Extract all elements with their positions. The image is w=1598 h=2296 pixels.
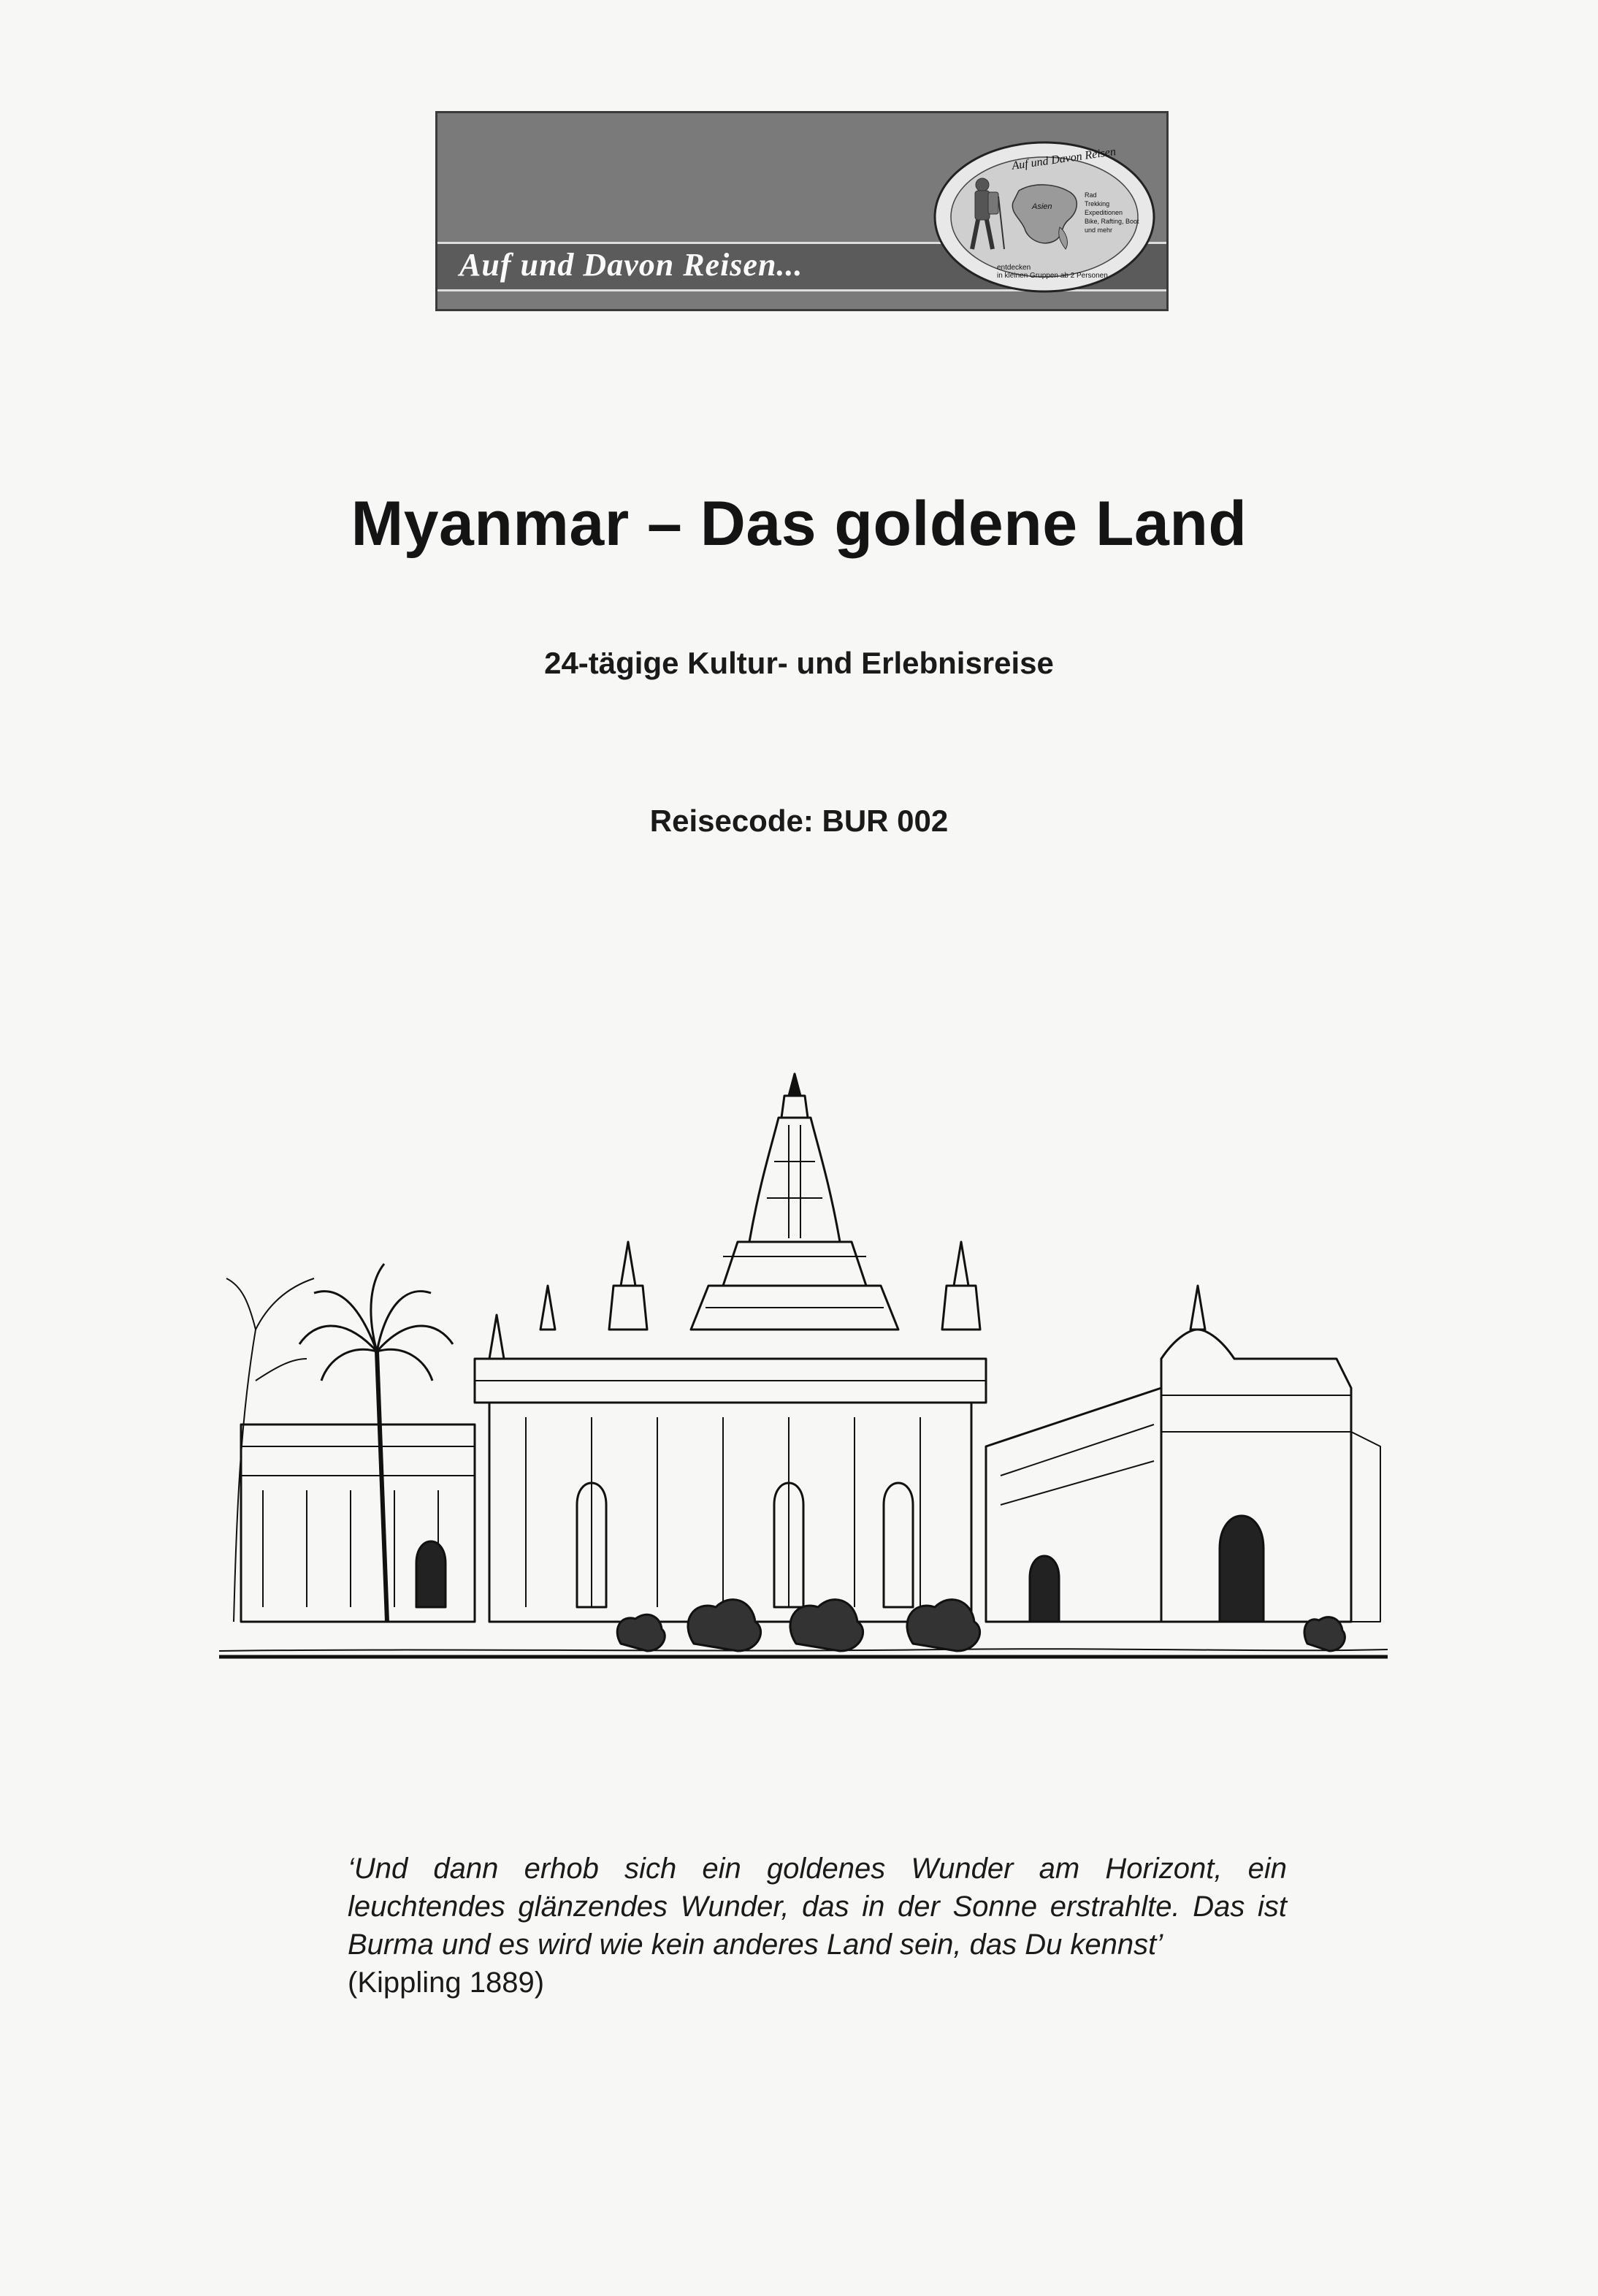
emblem-list-item: Expeditionen xyxy=(1085,209,1123,216)
emblem-list-item: und mehr xyxy=(1085,226,1113,234)
page-subtitle: 24-tägige Kultur- und Erlebnisreise xyxy=(544,646,1054,680)
emblem-list-item: Rad xyxy=(1085,191,1097,199)
quote-text: ‘Und dann erhob sich ein goldenes Wunder am Horizont, ein leuchtendes glänzendes Wunder, das in der Sonne erstrahlte. Das ist Burma und es wird wie kein anderes Land sein, das Du kennst’ xyxy=(348,1853,1287,1961)
company-name: Auf und Davon Reisen... xyxy=(459,247,803,283)
quote-source: (Kippling 1889) xyxy=(348,1967,545,1999)
emblem-bottom-text xyxy=(997,264,1108,280)
emblem-bottom-line: in kleinen Gruppen ab 2 Personen xyxy=(997,272,1108,280)
emblem-ring-text: Auf und Davon Reisen xyxy=(1011,145,1117,172)
company-banner-logo xyxy=(435,111,1169,311)
trip-code: Reisecode: BUR 002 xyxy=(649,804,949,838)
emblem-map-label: Asien xyxy=(1032,202,1052,211)
emblem-list-item: Bike, Rafting, Boot xyxy=(1085,218,1139,225)
temple-illustration xyxy=(212,1067,1395,1673)
emblem-bottom-line: entdecken xyxy=(997,264,1031,272)
emblem-list-item: Trekking xyxy=(1085,200,1110,207)
page-title: Myanmar – Das goldene Land xyxy=(351,489,1247,559)
quote-block xyxy=(348,1850,1287,2002)
emblem-activity-list xyxy=(1085,191,1139,234)
company-emblem xyxy=(931,140,1158,294)
